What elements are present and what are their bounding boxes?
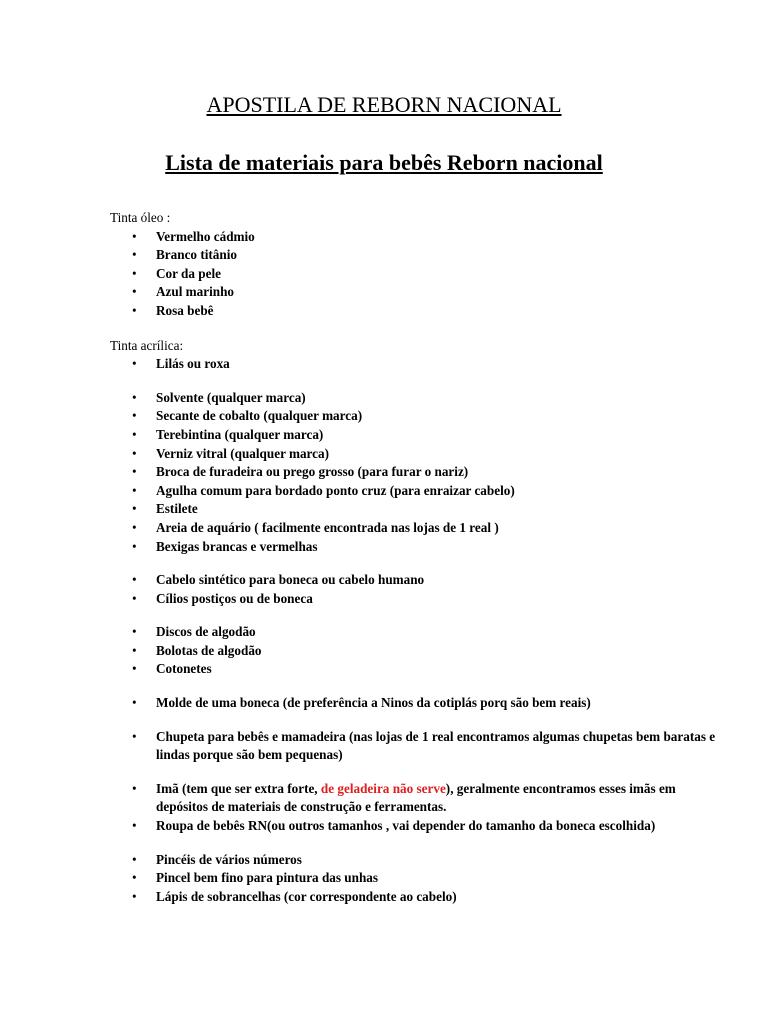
mold-list <box>110 694 730 713</box>
oil-paint-list <box>110 228 730 321</box>
list-item: • Pincel bem fino para pintura das unhas <box>110 869 730 888</box>
hair-list <box>110 571 730 608</box>
ima-warning-highlight: de geladeira não serve <box>320 780 446 796</box>
list-item: • Cabelo sintético para boneca ou cabelo humano <box>110 571 730 590</box>
list-item: • Estilete <box>110 500 730 519</box>
acrylic-paint-list <box>110 355 730 374</box>
list-item: • Cor da pele <box>110 265 730 284</box>
cotton-list <box>110 623 730 679</box>
list-item: • Chupeta para bebês e mamadeira (nas lojas de 1 real encontramos algumas chupetas bem baratas e lindas porque são bem pequenas) <box>110 728 730 765</box>
list-item: • Solvente (qualquer marca) <box>110 389 730 408</box>
list-item: • Lilás ou roxa <box>110 355 730 374</box>
list-item: • Discos de algodão <box>110 623 730 642</box>
list-item: • Lápis de sobrancelhas (cor correspondente ao cabelo) <box>110 888 730 907</box>
section-label-tinta-acrilica: Tinta acrílica: <box>110 337 184 353</box>
list-item-ima <box>110 780 730 817</box>
list-item: • Areia de aquário ( facilmente encontrada nas lojas de 1 real ) <box>110 519 730 538</box>
document-title: APOSTILA DE REBORN NACIONAL <box>206 92 562 117</box>
document-subtitle: Lista de materiais para bebês Reborn nacional <box>165 150 603 175</box>
list-item: • Vermelho cádmio <box>110 228 730 247</box>
pacifier-list <box>110 728 730 765</box>
list-item: • Verniz vitral (qualquer marca) <box>110 445 730 464</box>
ima-text-before: Imã (tem que ser extra forte, <box>156 780 321 796</box>
materials-list <box>110 209 730 906</box>
list-item: • Bolotas de algodão <box>110 642 730 661</box>
list-item: • Molde de uma boneca (de preferência a Ninos da cotiplás porq são bem reais) <box>110 694 730 713</box>
list-item: • Branco titânio <box>110 246 730 265</box>
magnet-clothes-list <box>110 780 730 836</box>
list-item: • Cílios postiços ou de boneca <box>110 590 730 609</box>
list-item: • Pincéis de vários números <box>110 851 730 870</box>
list-item: • Agulha comum para bordado ponto cruz (para enraizar cabelo) <box>110 482 730 501</box>
list-item: • Roupa de bebês RN(ou outros tamanhos , vai depender do tamanho da boneca escolhida) <box>110 817 730 836</box>
list-item: • Secante de cobalto (qualquer marca) <box>110 407 730 426</box>
list-item: • Azul marinho <box>110 283 730 302</box>
list-item: • Cotonetes <box>110 660 730 679</box>
list-item: • Rosa bebê <box>110 302 730 321</box>
ima-text-after: ), geralmente encontramos esses imãs em depósitos de materiais de construção e ferramentas. <box>156 780 676 815</box>
list-item: • Bexigas brancas e vermelhas <box>110 538 730 557</box>
tools-list <box>110 389 730 556</box>
brushes-list <box>110 851 730 907</box>
list-item: • Broca de furadeira ou prego grosso (para furar o nariz) <box>110 463 730 482</box>
list-item: • Terebintina (qualquer marca) <box>110 426 730 445</box>
section-label-tinta-oleo: Tinta óleo : <box>110 210 171 225</box>
